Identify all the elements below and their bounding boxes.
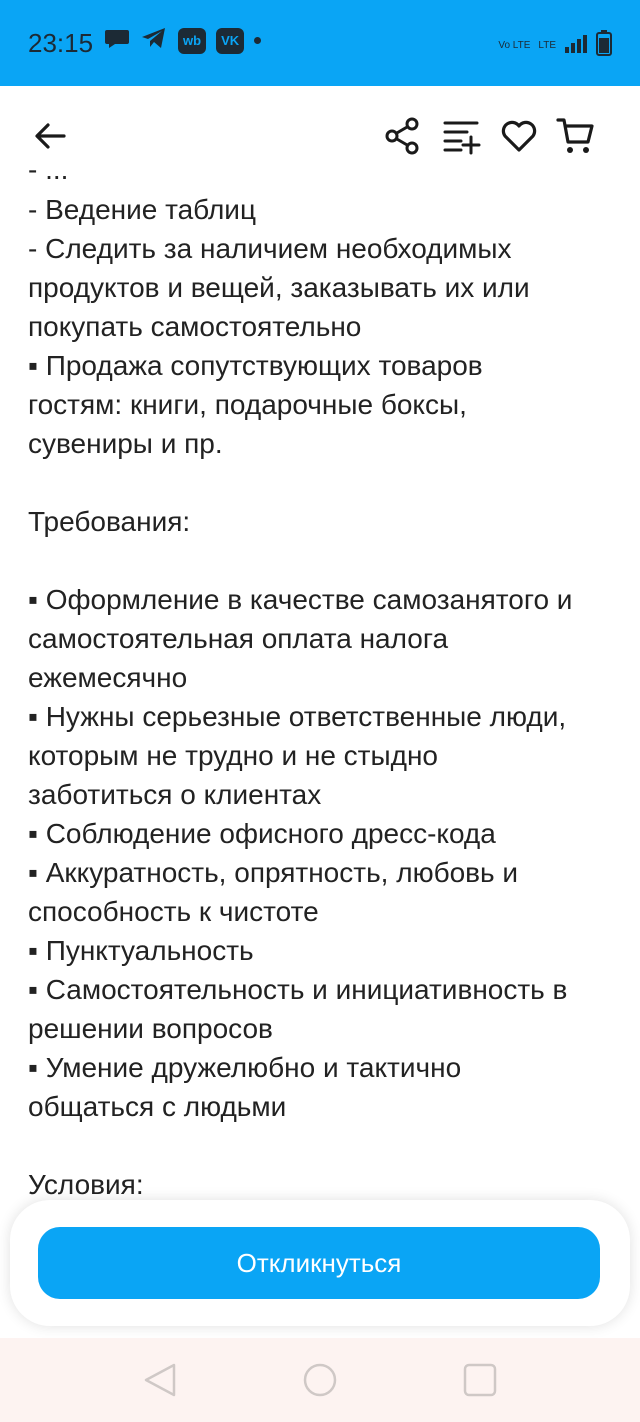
system-nav-bar	[0, 1338, 640, 1422]
telegram-icon	[140, 26, 168, 55]
description-line: сувениры и пр.	[28, 428, 223, 459]
vacancy-description[interactable]	[0, 154, 640, 1338]
back-arrow-icon[interactable]	[28, 114, 72, 158]
description-line: решении вопросов	[28, 1013, 273, 1044]
description-line: ▪ Соблюдение офисного дресс-кода	[28, 818, 496, 849]
blank-line	[28, 541, 612, 580]
battery-icon	[596, 30, 612, 61]
lte-label: LTE	[538, 39, 556, 51]
description-line: ▪ Нужны серьезные ответственные люди,	[28, 701, 567, 732]
cart-icon[interactable]	[554, 114, 598, 158]
compare-list-icon[interactable]	[440, 114, 484, 158]
description-line: способность к чистоте	[28, 896, 319, 927]
wb-icon: wb	[178, 28, 206, 54]
description-line: продуктов и вещей, заказывать их или	[28, 272, 530, 303]
blank-line	[28, 1126, 612, 1165]
status-time: 23:15	[28, 28, 94, 58]
respond-button[interactable]: Откликнуться	[38, 1227, 600, 1299]
description-line: самостоятельная оплата налога	[28, 623, 449, 654]
notification-icons	[104, 26, 261, 55]
description-line: ▪ Пунктуальность	[28, 935, 254, 966]
description-line: - Следить за наличием необходимых	[28, 233, 512, 264]
description-line: общаться с людьми	[28, 1091, 287, 1122]
dot-icon	[254, 37, 261, 44]
share-icon[interactable]	[380, 114, 424, 158]
description-line: ежемесячно	[28, 662, 188, 693]
description-line: гостям: книги, подарочные боксы,	[28, 389, 467, 420]
description-line: ▪ Оформление в качестве самозанятого и	[28, 584, 573, 615]
footer-action-bar	[10, 1200, 630, 1326]
home-circle-icon[interactable]	[300, 1362, 340, 1398]
description-line: которым не трудно и не стыдно	[28, 740, 439, 771]
signal-icon	[564, 33, 588, 58]
system-icons	[498, 30, 612, 61]
description-line: ▪ Самостоятельность и инициативность в	[28, 974, 568, 1005]
description-line: заботиться о клиентах	[28, 779, 322, 810]
description-scroll	[0, 154, 640, 1204]
description-line: - Ведение таблиц	[28, 194, 256, 225]
description-line: покупать самостоятельно	[28, 311, 362, 342]
description-line: Условия:	[28, 1169, 144, 1200]
vk-icon: VK	[216, 28, 244, 54]
recents-square-icon[interactable]	[460, 1362, 500, 1398]
description-line: Требования:	[28, 506, 191, 537]
back-triangle-icon[interactable]	[140, 1362, 180, 1398]
description-line: ▪ Умение дружелюбно и тактично	[28, 1052, 462, 1083]
heart-icon[interactable]	[497, 114, 541, 158]
description-line: ▪ Аккуратность, опрятность, любовь и	[28, 857, 519, 888]
blank-line	[28, 463, 612, 502]
partial-top-line: - ...	[28, 154, 69, 185]
chat-bubble-icon	[104, 26, 130, 55]
volte-label: Vo LTE	[498, 39, 531, 51]
status-bar	[0, 0, 640, 86]
description-line: ▪ Продажа сопутствующих товаров	[28, 350, 483, 381]
